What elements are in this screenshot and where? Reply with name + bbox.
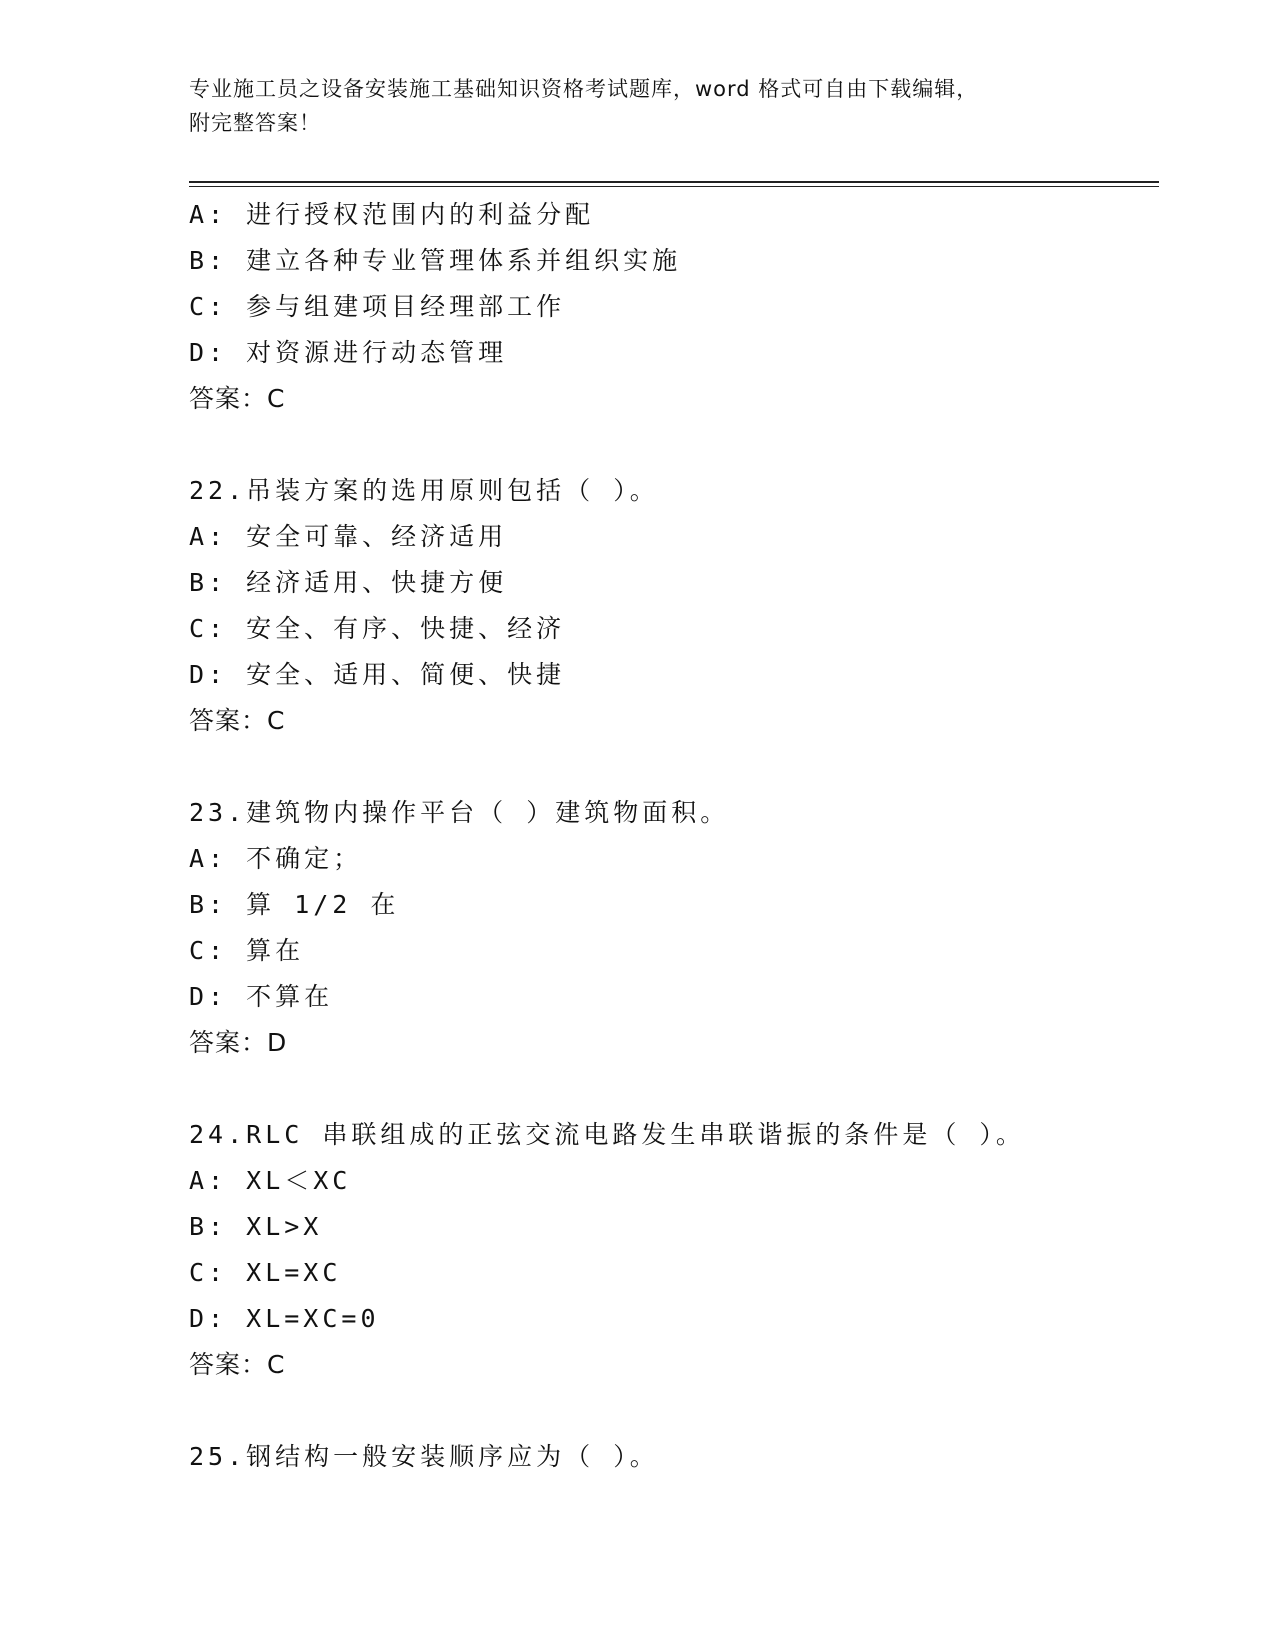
option-c: C: 算在 [189, 936, 305, 965]
option-a: A: 不确定； [189, 844, 363, 873]
question-text: 25.钢结构一般安装顺序应为（ ）。 [189, 1442, 659, 1471]
option-a: A: 进行授权范围内的利益分配 [189, 200, 595, 229]
option-a: A: 安全可靠、经济适用 [189, 522, 508, 551]
question-list [189, 192, 1169, 1480]
header-line-1: 专业施工员之设备安装施工基础知识资格考试题库，word 格式可自由下载编辑， [189, 77, 979, 101]
answer-text: 答案：C [189, 1350, 286, 1379]
question-block [189, 1434, 1169, 1480]
block-spacer [189, 744, 1169, 790]
answer-text: 答案：C [189, 384, 286, 413]
question-block [189, 1112, 1169, 1388]
question-text: 24.RLC 串联组成的正弦交流电路发生串联谐振的条件是（ ）。 [189, 1120, 1025, 1149]
option-d: D: 安全、适用、简便、快捷 [189, 660, 566, 689]
document-header [189, 72, 1089, 140]
option-b: B: XL>X [189, 1212, 323, 1241]
option-d: D: 对资源进行动态管理 [189, 338, 508, 367]
option-c: C: 参与组建项目经理部工作 [189, 292, 566, 321]
option-c: C: 安全、有序、快捷、经济 [189, 614, 566, 643]
option-b: B: 经济适用、快捷方便 [189, 568, 508, 597]
question-block [189, 192, 1169, 422]
block-spacer [189, 422, 1169, 468]
header-line-2: 附完整答案！ [189, 111, 321, 135]
option-d: D: XL=XC=0 [189, 1304, 380, 1333]
block-spacer [189, 1388, 1169, 1434]
option-b: B: 建立各种专业管理体系并组织实施 [189, 246, 682, 275]
question-block [189, 468, 1169, 744]
question-text: 22.吊装方案的选用原则包括（ ）。 [189, 476, 659, 505]
question-text: 23.建筑物内操作平台（ ）建筑物面积。 [189, 798, 730, 827]
answer-text: 答案：C [189, 706, 286, 735]
option-b: B: 算 1/2 在 [189, 890, 400, 919]
option-c: C: XL=XC [189, 1258, 342, 1287]
option-d: D: 不算在 [189, 982, 334, 1011]
answer-text: 答案：D [189, 1028, 288, 1057]
header-divider [189, 181, 1159, 187]
question-block [189, 790, 1169, 1066]
block-spacer [189, 1066, 1169, 1112]
option-a: A: XL＜XC [189, 1166, 352, 1195]
